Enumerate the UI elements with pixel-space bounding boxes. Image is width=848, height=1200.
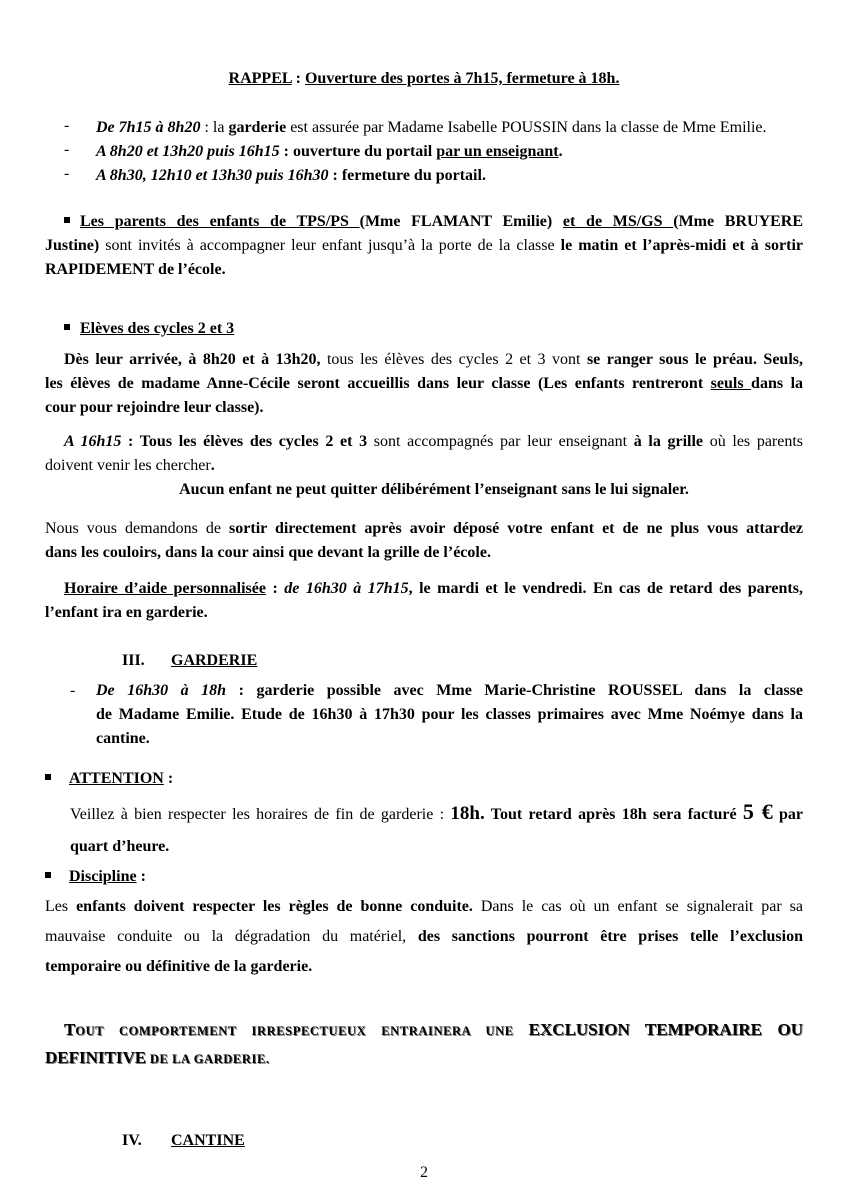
- attention-heading: ATTENTION :: [45, 768, 173, 790]
- cycles-heading: Elèves des cycles 2 et 3: [64, 318, 234, 340]
- attention-text: Veillez à bien respecter les horaires de fin de garderie : 18h. Tout retard après 18h sera facturé 5 € par: [70, 799, 804, 824]
- section-heading-cantine: IV. CANTINE: [122, 1132, 245, 1149]
- section-heading-garderie: III. GARDERIE: [122, 652, 258, 669]
- square-bullet-icon: [64, 324, 70, 330]
- list-item: A 8h20 et 13h20 puis 16h15 : ouverture du portail par un enseignant.: [96, 143, 563, 160]
- centered-notice: Aucun enfant ne peut quitter délibérément l’enseignant sans le lui signaler.: [179, 481, 689, 498]
- rappel-line: RAPPEL : Ouverture des portes à 7h15, fermeture à 18h.: [228, 70, 620, 87]
- rappel-label: RAPPEL: [228, 70, 292, 87]
- rappel-text: Ouverture des portes à 7h15, fermeture à 18h.: [304, 70, 620, 87]
- square-bullet-icon: [45, 872, 51, 878]
- list-dash: -: [64, 141, 70, 158]
- list-item: A 8h30, 12h10 et 13h30 puis 16h30 : fermeture du portail.: [96, 167, 486, 184]
- square-bullet-icon: [64, 217, 70, 223]
- list-dash: -: [64, 165, 70, 182]
- discipline-heading: Discipline :: [45, 866, 146, 888]
- list-item: De 7h15 à 8h20 : la garderie est assurée par Madame Isabelle POUSSIN dans la classe de Mme Emilie.: [96, 119, 767, 136]
- list-dash: -: [64, 117, 70, 134]
- page-number: 2: [420, 1164, 428, 1181]
- square-bullet-icon: [45, 774, 51, 780]
